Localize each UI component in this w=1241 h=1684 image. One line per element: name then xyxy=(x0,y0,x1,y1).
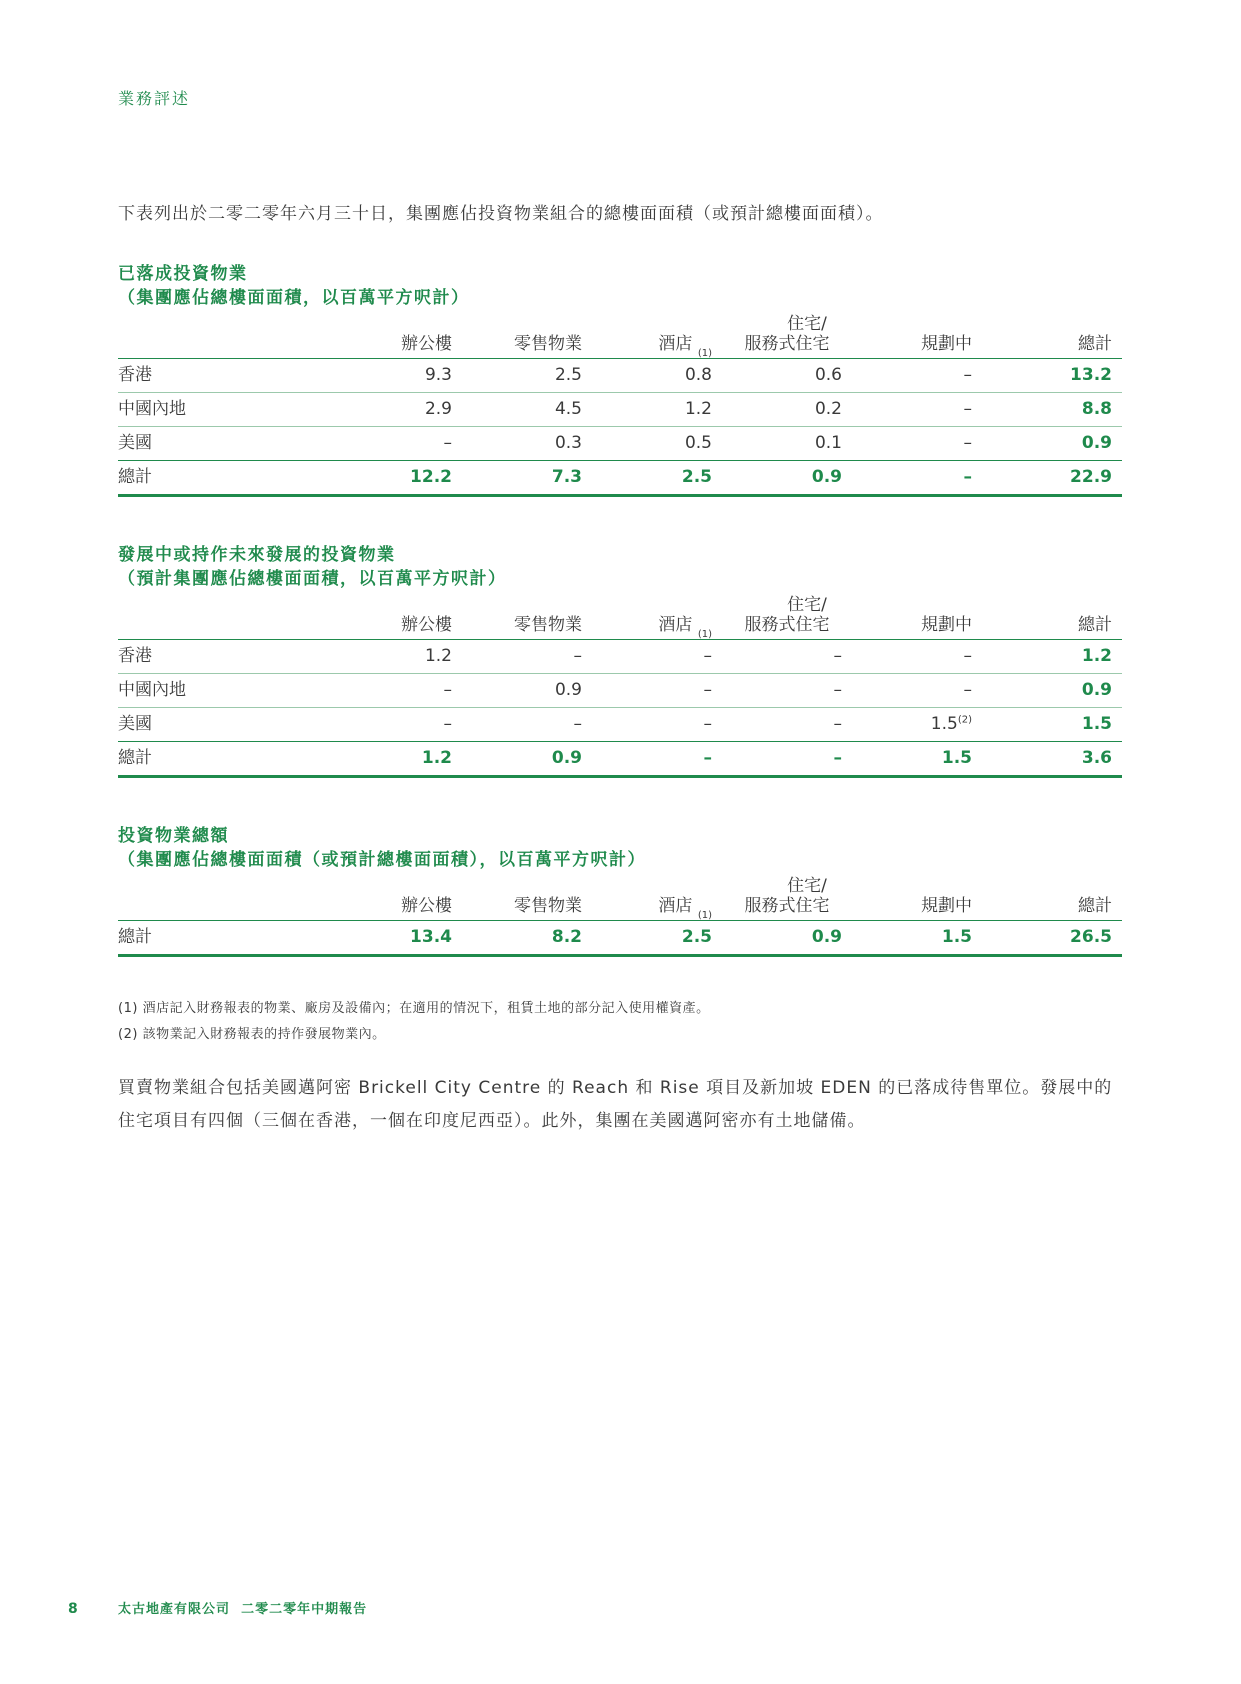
table-row: 美國 – 0.3 0.5 0.1 – 0.9 xyxy=(118,427,1122,461)
col-planning: 規劃中 xyxy=(921,896,972,916)
col-office: 辦公樓 xyxy=(401,615,452,635)
footnote: (1) 酒店記入財務報表的物業、廠房及設備內；在適用的情況下，租賃土地的部分記入使用權資產。 xyxy=(118,1001,710,1016)
body-paragraph: 買賣物業組合包括美國邁阿密 Brickell City Centre 的 Reach 和 Rise 項目及新加坡 EDEN 的已落成待售單位。發展中的住宅項目有四個（三個在香港，一個在印度尼西亞）。此外，集團在美國邁阿密亦有土地儲備。 xyxy=(118,1078,1113,1131)
table-row: 香港 9.3 2.5 0.8 0.6 – 13.2 xyxy=(118,359,1122,393)
footnotes xyxy=(118,996,710,1048)
col-residential: 住宅/ 服務式住宅 xyxy=(744,876,830,916)
col-total: 總計 xyxy=(1078,334,1112,354)
col-residential: 住宅/ 服務式住宅 xyxy=(744,595,830,635)
col-total: 總計 xyxy=(1078,615,1112,635)
col-retail: 零售物業 xyxy=(514,334,582,354)
col-retail: 零售物業 xyxy=(514,615,582,635)
intro-text: 下表列出於二零二零年六月三十日，集團應佔投資物業組合的總樓面面積（或預計總樓面面積）。 xyxy=(118,204,884,224)
col-hotel: 酒店 (1) xyxy=(658,615,712,640)
table-total-investment xyxy=(118,824,1122,957)
col-planning: 規劃中 xyxy=(921,615,972,635)
footnote: (2) 該物業記入財務報表的持作發展物業內。 xyxy=(118,1027,386,1042)
col-office: 辦公樓 xyxy=(401,334,452,354)
table-row: 中國內地 2.9 4.5 1.2 0.2 – 8.8 xyxy=(118,393,1122,427)
table-total-row: 總計 1.2 0.9 – – 1.5 3.6 xyxy=(118,742,1122,778)
col-retail: 零售物業 xyxy=(514,896,582,916)
col-residential: 住宅/ 服務式住宅 xyxy=(744,314,830,354)
table-header xyxy=(118,872,1122,921)
section-header: 業務評述 xyxy=(118,89,191,108)
col-office: 辦公樓 xyxy=(401,896,452,916)
table-row: 香港 1.2 – – – – 1.2 xyxy=(118,640,1122,674)
page-number: 8 xyxy=(68,1601,79,1617)
report-name: 二零二零年中期報告 xyxy=(241,1602,368,1617)
table-total-row: 總計 13.4 8.2 2.5 0.9 1.5 26.5 xyxy=(118,921,1122,957)
table-title: 投資物業總額 xyxy=(118,826,229,846)
company-name: 太古地產有限公司 xyxy=(118,1602,231,1617)
table-header xyxy=(118,310,1122,359)
table-subtitle: （預計集團應佔總樓面面積，以百萬平方呎計） xyxy=(118,569,507,589)
table-header xyxy=(118,591,1122,640)
page-footer xyxy=(68,1598,367,1617)
col-total: 總計 xyxy=(1078,896,1112,916)
table-row: 中國內地 – 0.9 – – – 0.9 xyxy=(118,674,1122,708)
table-row: 美國 – – – – 1.5$^{(2)}$ 1.5 xyxy=(118,708,1122,742)
col-hotel: 酒店 (1) xyxy=(658,896,712,921)
col-hotel: 酒店 (1) xyxy=(658,334,712,359)
table-subtitle: （集團應佔總樓面面積，以百萬平方呎計） xyxy=(118,288,470,308)
table-title: 已落成投資物業 xyxy=(118,264,248,284)
table-under-development xyxy=(118,543,1122,778)
table-subtitle: （集團應佔總樓面面積（或預計總樓面面積），以百萬平方呎計） xyxy=(118,850,646,870)
table-total-row: 總計 12.2 7.3 2.5 0.9 – 22.9 xyxy=(118,461,1122,497)
col-planning: 規劃中 xyxy=(921,334,972,354)
table-completed xyxy=(118,262,1122,497)
table-title: 發展中或持作未來發展的投資物業 xyxy=(118,545,396,565)
